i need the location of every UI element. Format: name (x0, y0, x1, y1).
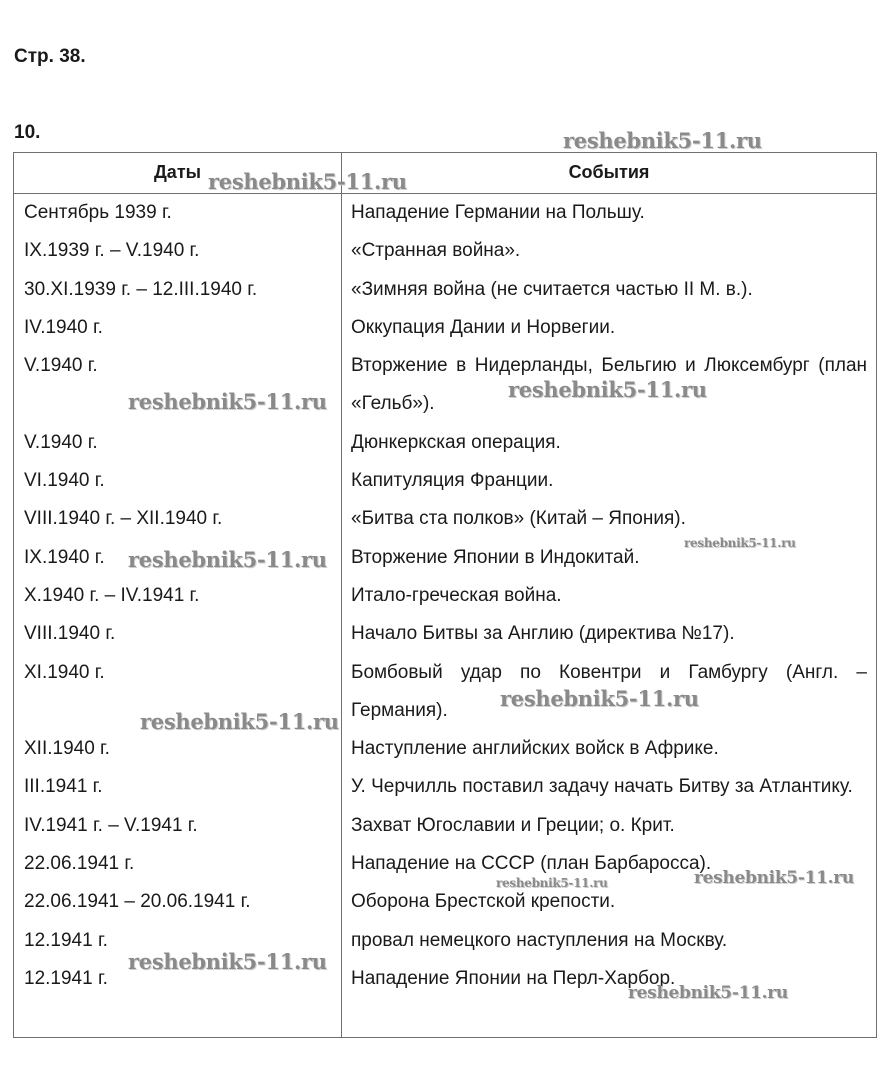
watermark: reshebnik5-11.ru (500, 686, 699, 711)
row-event: Нападение Германии на Польшу. (351, 202, 645, 223)
table-row (14, 577, 876, 615)
row-event: Захват Югославии и Греции; о. Крит. (351, 814, 675, 836)
row-event: Вторжение Японии в Индокитай. (351, 546, 640, 568)
row-event: Вторжение в Нидерланды, Бельгию и Люксембург (план «Гельб»). (351, 355, 867, 415)
row-date: VI.1940 г. (24, 470, 105, 492)
watermark: reshebnik5-11.ru (684, 536, 796, 550)
row-event: провал немецкого наступления на Москву. (351, 929, 728, 951)
table-row (14, 424, 876, 462)
table-row (14, 271, 876, 309)
row-date: IX.1939 г. – V.1940 г. (24, 240, 200, 262)
watermark: reshebnik5-11.ru (496, 876, 608, 890)
row-event: Оборона Брестской крепости. (351, 891, 616, 913)
watermark: reshebnik5-11.ru (508, 377, 707, 402)
row-event: «Странная война». (351, 240, 521, 262)
row-event: Бомбовый удар по Ковентри и Гамбургу (Англ. – Германия). (351, 661, 867, 721)
table-row (14, 309, 876, 347)
header-events: События (568, 162, 650, 182)
row-event: «Зимняя война (не считается частью II М. в.). (351, 278, 753, 300)
row-date: V.1940 г. (24, 355, 98, 377)
row-event: Наступление английских войск в Африке. (351, 738, 719, 760)
watermark: reshebnik5-11.ru (128, 389, 327, 414)
row-date: III.1941 г. (24, 776, 103, 798)
row-event: Капитуляция Франции. (351, 470, 554, 492)
watermark: reshebnik5-11.ru (128, 547, 327, 572)
table-header-row (14, 153, 876, 194)
row-event: Итало-греческая война. (351, 584, 562, 606)
table-row (14, 883, 876, 921)
row-date: 12.1941 г. (24, 929, 108, 951)
row-date: Сентябрь 1939 г. (24, 202, 172, 223)
row-event: Дюнкеркская операция. (351, 431, 561, 453)
table-row (14, 500, 876, 538)
table-row (14, 615, 876, 653)
row-date: IV.1941 г. – V.1941 г. (24, 814, 198, 836)
row-date: 30.XI.1939 г. – 12.III.1940 г. (24, 278, 258, 300)
table-row (14, 768, 876, 806)
row-date: XI.1940 г. (24, 661, 105, 683)
watermark: reshebnik5-11.ru (140, 709, 339, 734)
table-row (14, 232, 876, 270)
row-event: Начало Битвы за Англию (директива №17). (351, 623, 735, 645)
watermark: reshebnik5-11.ru (208, 169, 407, 194)
page-label: Стр. 38. (14, 46, 86, 67)
row-date: VIII.1940 г. – XII.1940 г. (24, 508, 223, 530)
row-event: Нападение Японии на Перл-Харбор. (351, 967, 676, 989)
row-date: 22.06.1941 – 20.06.1941 г. (24, 891, 251, 913)
row-date: VIII.1940 г. (24, 623, 116, 645)
row-event: Нападение на СССР (план Барбаросса). (351, 853, 712, 875)
row-date: V.1940 г. (24, 431, 98, 453)
watermark: reshebnik5-11.ru (628, 983, 788, 1003)
row-event: Оккупация Дании и Норвегии. (351, 316, 616, 338)
table-row (14, 730, 876, 768)
row-date: X.1940 г. – IV.1941 г. (24, 584, 200, 606)
task-number: 10. (14, 122, 41, 143)
row-event: «Битва ста полков» (Китай – Япония). (351, 508, 686, 530)
watermark: reshebnik5-11.ru (694, 868, 854, 888)
row-date: 12.1941 г. (24, 967, 108, 989)
watermark: reshebnik5-11.ru (128, 949, 327, 974)
row-date: IX.1940 г. (24, 546, 105, 568)
chronology-table (13, 152, 877, 1038)
table-row (14, 807, 876, 845)
table-row (14, 194, 876, 232)
row-date: 22.06.1941 г. (24, 853, 135, 875)
row-date: XII.1940 г. (24, 738, 110, 760)
row-date: IV.1940 г. (24, 316, 103, 338)
table-row (14, 462, 876, 500)
row-event: У. Черчилль поставил задачу начать Битву за Атлантику. (351, 776, 853, 798)
header-dates: Даты (153, 162, 202, 182)
watermark: reshebnik5-11.ru (563, 128, 762, 153)
